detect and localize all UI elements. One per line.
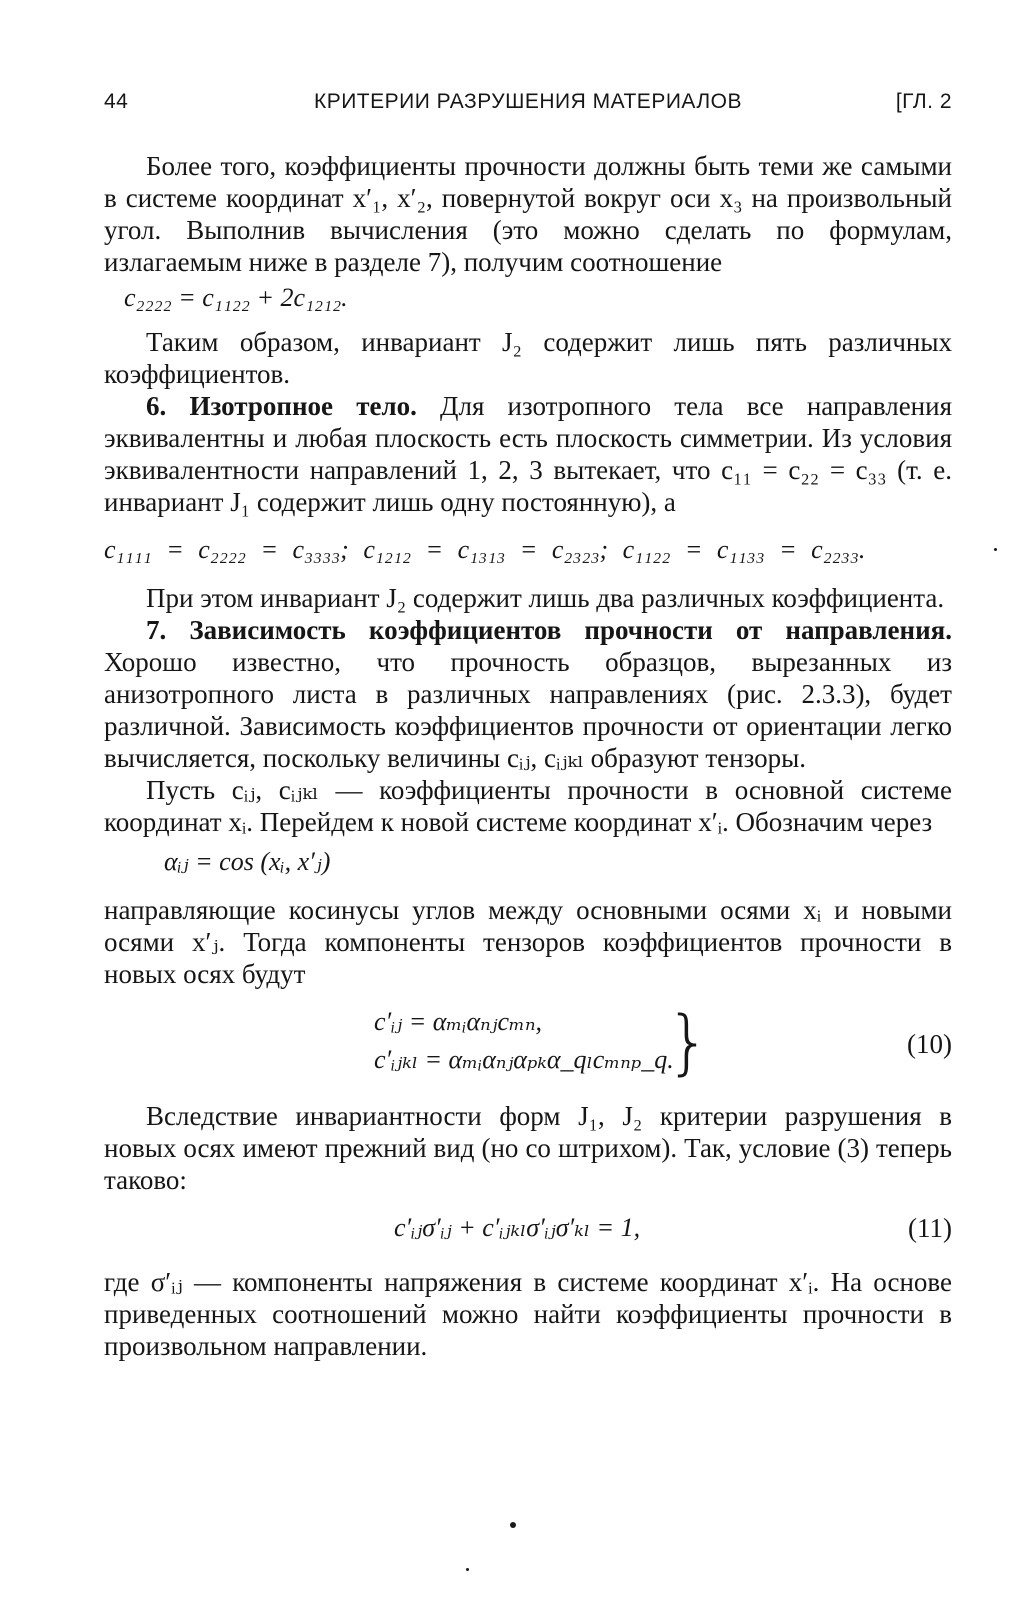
section-7-title: 7. Зависимость коэффициентов прочности от направления. [146,615,952,645]
paragraph-1: Более того, коэффициенты прочности должны быть теми же самыми в системе координат x′₁, x′₂, повернутой вокруг оси x₃ на произвольный угол. Выполнив вычисления (это можно сделать по формулам, излагаемым ниже в разделе 7), получим соотношение [104,151,952,277]
right-brace: } [666,1001,711,1083]
section-6-text: Для изотропного тела все направления эквивалентны и любая плоскость есть плоскость симметрии. Из условия эквивалентности направлений 1, 2, 3 вытекает, что c₁₁ = c₂₂ = c₃₃ (т. е. инвариант J₁ содержит лишь одну постоянную), а [104,391,952,517]
section-6-title: 6. Изотропное тело. [146,391,417,421]
paragraph-6: Вследствие инвариантности форм J₁, J₂ критерии разрушения в новых осях имеют прежний вид (но со штрихом). Так, условие (3) теперь таково: [104,1101,952,1195]
equation-10b: c′ᵢⱼₖₗ = αₘᵢαₙⱼαₚₖα_qₗcₘₙₚ_q. [374,1045,674,1074]
equation-10-number: (10) [907,1029,952,1059]
equation-11-number: (11) [908,1213,952,1243]
ink-speck [994,548,997,551]
running-title: КРИТЕРИИ РАЗРУШЕНИЯ МАТЕРИАЛОВ [313,90,743,113]
section-7 [104,614,952,774]
section-7-text: Хорошо известно, что прочность образцов, вырезанных из анизотропного листа в различных направлениях (рис. 2.3.3), будет различной. Зависимость коэффициентов прочности от ориентации легко вычисляется, поскольку величины cᵢⱼ, cᵢⱼₖₗ образуют тензоры. [104,647,952,773]
equation-11: c′ᵢⱼσ′ᵢⱼ + c′ᵢⱼₖₗσ′ᵢⱼσ′ₖₗ = 1, [394,1213,641,1242]
equation-c2222: c₂₂₂₂ = c₁₁₂₂ + 2c₁₂₁₂. [124,283,348,312]
ink-speck [466,1568,469,1571]
paragraph-2: Таким образом, инвариант J₂ содержит лишь пять различных коэффициентов. [104,327,952,389]
page-header [104,90,952,120]
equation-11-block [104,1208,952,1252]
paragraph-4: Пусть cᵢⱼ, cᵢⱼₖₗ — коэффициенты прочности в основной системе координат xᵢ. Перейдем к новой системе координат x′ᵢ. Обозначим через [104,775,952,837]
paragraph-5: направляющие косинусы углов между основными осями xᵢ и новыми осями x′ⱼ. Тогда компоненты тензоров коэффициентов прочности в новых осях будут [104,895,952,989]
equation-10-block [104,1002,952,1088]
ink-speck [510,1522,516,1528]
section-6 [104,390,952,518]
equation-direction-cosines: αᵢⱼ = cos (xᵢ, x′ⱼ) [164,847,331,876]
equation-10a: c′ᵢⱼ = αₘᵢαₙⱼcₘₙ, [374,1007,543,1036]
page-number: 44 [104,90,129,113]
paragraph-7: где σ′ᵢⱼ — компоненты напряжения в системе координат x′ᵢ. На основе приведенных соотношений можно найти коэффициенты прочности в произвольном направлении. [104,1267,952,1361]
equation-isotropic: c₁₁₁₁ = c₂₂₂₂ = c₃₃₃₃; c₁₂₁₂ = c₁₃₁₃ = c₂₃₂₃; c₁₁₂₂ = c₁₁₃₃ = c₂₂₃₃. [104,535,866,564]
page-body [104,150,952,1362]
paragraph-3: При этом инвариант J₂ содержит лишь два различных коэффициента. [146,583,945,613]
chapter-label: [ГЛ. 2 [895,90,952,113]
